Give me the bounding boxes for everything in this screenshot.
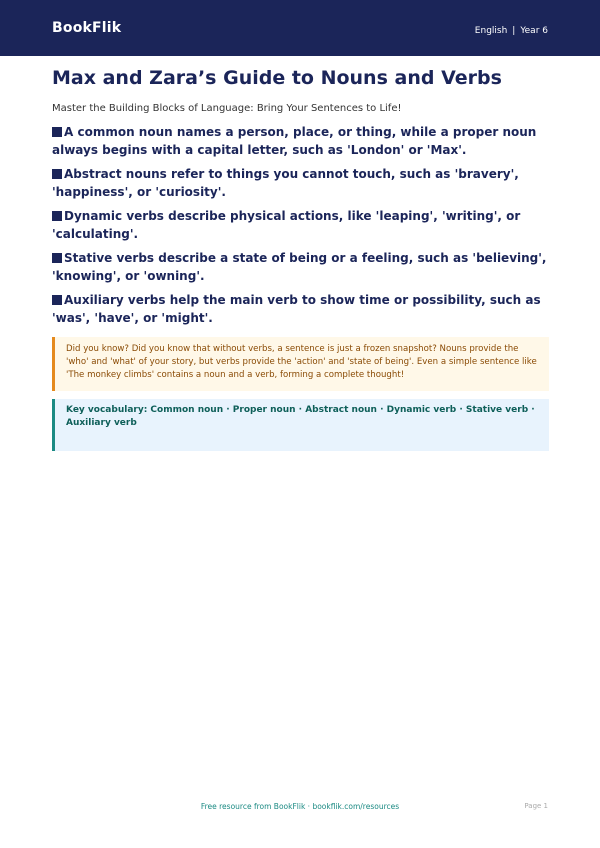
fact-item: [52, 208, 549, 243]
page-subtitle: Master the Building Blocks of Language: Bring Your Sentences to Life!: [52, 103, 402, 114]
meta-separator: |: [512, 26, 516, 36]
key-vocabulary-box: Key vocabulary: Common noun · Proper noun · Abstract noun · Dynamic verb · Stative verb · Auxiliary verb: [52, 399, 549, 451]
subject-year-label: [475, 26, 548, 36]
did-you-know-callout: Did you know? Did you know that without verbs, a sentence is just a frozen snapshot? Nouns provide the 'who' and 'what' of your story, but verbs provide the 'action' and 'state of being'. Even a simple sentence like 'The monkey climbs' contains a noun and a verb, forming a complete thought!: [52, 337, 549, 391]
fact-text: A common noun names a person, place, or thing, while a proper noun always begins with a capital letter, such as 'London' or 'Max'.: [52, 125, 537, 157]
fact-item: [52, 250, 549, 285]
fact-text: Abstract nouns refer to things you cannot touch, such as 'bravery', 'happiness', or 'curiosity'.: [52, 167, 519, 199]
page-number: Page 1: [524, 802, 548, 810]
brand-logo: BookFlik: [52, 20, 122, 36]
square-bullet-icon: [52, 295, 62, 305]
fact-item: [52, 124, 549, 159]
fact-text: Dynamic verbs describe physical actions, like 'leaping', 'writing', or 'calculating'.: [52, 209, 521, 241]
square-bullet-icon: [52, 211, 62, 221]
year-label: Year 6: [520, 26, 548, 36]
page-header: [0, 0, 600, 56]
fact-item: [52, 292, 549, 327]
page-title: Max and Zara’s Guide to Nouns and Verbs: [52, 67, 502, 89]
fact-text: Auxiliary verbs help the main verb to show time or possibility, such as 'was', 'have', or 'might'.: [52, 293, 541, 325]
fact-list: [52, 124, 549, 327]
fact-text: Stative verbs describe a state of being or a feeling, such as 'believing', 'knowing', or 'owning'.: [52, 251, 547, 283]
subject-label: English: [474, 26, 508, 36]
square-bullet-icon: [52, 169, 62, 179]
main-content: [52, 66, 549, 451]
square-bullet-icon: [52, 127, 62, 137]
square-bullet-icon: [52, 253, 62, 263]
fact-item: [52, 166, 549, 201]
footer-link[interactable]: Free resource from BookFlik · bookflik.com/resources: [200, 802, 400, 811]
